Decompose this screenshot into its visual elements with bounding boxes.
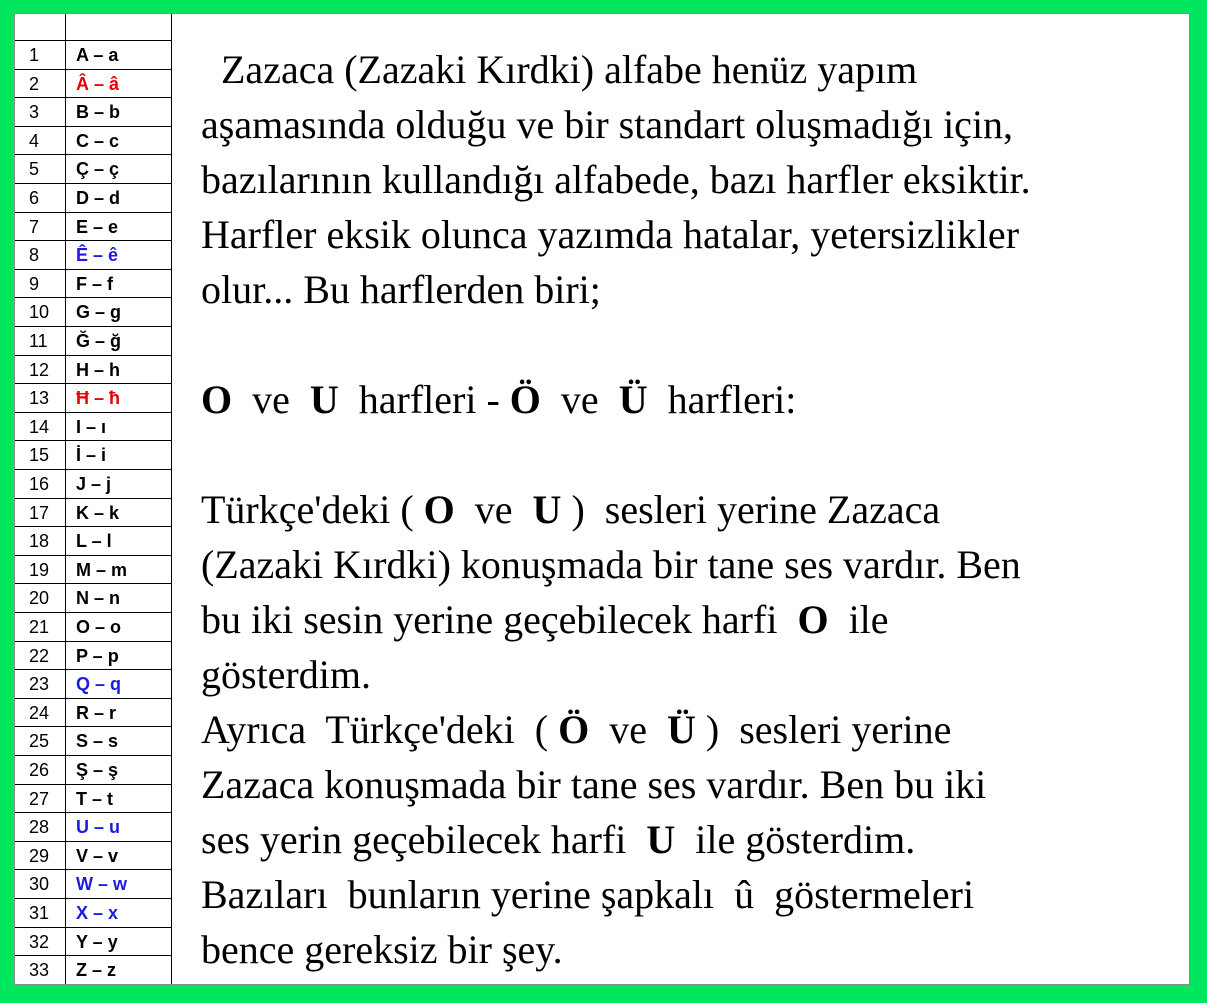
intro-line: Zazaca (Zazaki Kırdki) alfabe henüz yapım	[201, 47, 918, 92]
row-number: 14	[15, 413, 66, 441]
row-letter: R – r	[76, 702, 117, 723]
row-letter: S – s	[76, 731, 119, 752]
table-row	[15, 928, 172, 957]
row-letter: Ş – ş	[76, 760, 119, 780]
row-letter: Q – q	[76, 674, 122, 695]
blank-line	[201, 427, 1181, 482]
row-number: 17	[15, 499, 66, 527]
row-number: 15	[15, 441, 66, 469]
row-letter: T – t	[76, 788, 114, 809]
table-row	[15, 785, 172, 814]
row-number: 4	[15, 127, 66, 155]
row-letter: J – j	[76, 474, 112, 494]
row-letter: O – o	[76, 617, 122, 637]
paragraph-line: bence gereksiz bir şey.	[201, 927, 563, 972]
table-row	[15, 813, 172, 842]
row-letter: F – f	[76, 273, 114, 294]
row-letter: I – ı	[76, 416, 107, 437]
row-number: 28	[15, 813, 66, 841]
row-number: 32	[15, 928, 66, 956]
table-row	[15, 613, 172, 642]
row-letter: Ç – ç	[76, 159, 120, 180]
table-row	[15, 155, 172, 184]
table-row	[15, 70, 172, 99]
row-letter: G – g	[76, 302, 122, 323]
row-letter: C – c	[76, 130, 120, 151]
table-row	[15, 213, 172, 242]
document-sheet	[14, 13, 1190, 985]
table-row	[15, 899, 172, 928]
row-number: 8	[15, 241, 66, 269]
row-letter: H – h	[76, 359, 121, 380]
row-number: 3	[15, 98, 66, 126]
row-number: 21	[15, 613, 66, 641]
row-number: 19	[15, 556, 66, 584]
table-row	[15, 842, 172, 871]
table-row	[15, 413, 172, 442]
row-letter: L – l	[76, 531, 112, 552]
row-letter: Ħ – ħ	[76, 388, 121, 409]
table-row	[15, 699, 172, 728]
row-letter: X – x	[76, 903, 119, 923]
header-num-cell	[15, 14, 66, 40]
paragraph-line: (Zazaki Kırdki) konuşmada bir tane ses vardır. Ben	[201, 542, 1021, 587]
row-number: 24	[15, 699, 66, 727]
table-row	[15, 98, 172, 127]
row-number: 2	[15, 70, 66, 98]
row-number: 9	[15, 270, 66, 298]
row-number: 13	[15, 384, 66, 412]
table-row	[15, 499, 172, 528]
row-number: 33	[15, 956, 66, 984]
row-number: 20	[15, 584, 66, 612]
intro-line: olur... Bu harflerden biri;	[201, 267, 601, 312]
row-letter: U – u	[76, 817, 121, 838]
table-row	[15, 184, 172, 213]
row-number: 10	[15, 298, 66, 326]
table-header-row	[15, 14, 172, 41]
row-number: 5	[15, 155, 66, 183]
row-letter: V – v	[76, 845, 119, 866]
row-letter: Ğ – ğ	[76, 331, 122, 351]
intro-line: bazılarının kullandığı alfabede, bazı harfler eksiktir.	[201, 157, 1031, 202]
row-number: 26	[15, 756, 66, 784]
row-number: 6	[15, 184, 66, 212]
row-letter: M – m	[76, 559, 128, 580]
paragraph-line: bu iki sesin yerine geçebilecek harfi O ile	[201, 597, 889, 642]
row-number: 27	[15, 785, 66, 813]
table-row	[15, 556, 172, 585]
row-letter: E – e	[76, 216, 119, 237]
article-text	[201, 42, 1181, 977]
row-number: 29	[15, 842, 66, 870]
row-letter: K – k	[76, 502, 120, 523]
table-row	[15, 356, 172, 385]
row-number: 12	[15, 356, 66, 384]
blank-line	[201, 317, 1181, 372]
table-row	[15, 756, 172, 785]
table-row	[15, 470, 172, 499]
table-row	[15, 727, 172, 756]
table-row	[15, 870, 172, 899]
intro-line: Harfler eksik olunca yazımda hatalar, yetersizlikler	[201, 212, 1020, 257]
row-number: 25	[15, 727, 66, 755]
table-row	[15, 241, 172, 270]
row-number: 7	[15, 213, 66, 241]
table-row	[15, 298, 172, 327]
intro-line: aşamasında olduğu ve bir standart oluşmadığı için,	[201, 102, 1014, 147]
row-letter: N – n	[76, 588, 121, 609]
row-letter: P – p	[76, 645, 119, 666]
section-heading: O ve U harfleri - Ö ve Ü harfleri:	[201, 377, 797, 422]
paragraph-line: Zazaca konuşmada bir tane ses vardır. Ben bu iki	[201, 762, 987, 807]
row-letter: D – d	[76, 188, 121, 208]
row-number: 16	[15, 470, 66, 498]
row-number: 22	[15, 642, 66, 670]
paragraph-line: Ayrıca Türkçe'deki ( Ö ve Ü ) sesleri yerine	[201, 707, 952, 752]
table-row	[15, 327, 172, 356]
row-number: 11	[15, 327, 66, 355]
table-row	[15, 127, 172, 156]
table-row	[15, 441, 172, 470]
alphabet-table	[15, 14, 172, 985]
row-letter: B – b	[76, 102, 121, 123]
table-row	[15, 584, 172, 613]
paragraph-line: ses yerin geçebilecek harfi U ile gösterdim.	[201, 817, 916, 862]
row-letter: Â – â	[76, 73, 120, 94]
table-row	[15, 670, 172, 699]
table-row	[15, 384, 172, 413]
row-letter: A – a	[76, 45, 119, 65]
row-letter: Ê – ê	[76, 245, 119, 266]
table-row	[15, 41, 172, 70]
table-row	[15, 270, 172, 299]
row-letter: W – w	[76, 874, 128, 895]
row-number: 23	[15, 670, 66, 698]
paragraph-line: gösterdim.	[201, 652, 371, 697]
table-row	[15, 527, 172, 556]
row-number: 1	[15, 41, 66, 69]
row-number: 18	[15, 527, 66, 555]
row-number: 31	[15, 899, 66, 927]
paragraph-line: Bazıları bunların yerine şapkalı û göstermeleri	[201, 872, 975, 917]
row-letter: Z – z	[76, 960, 117, 981]
row-letter: Y – y	[76, 931, 118, 952]
table-row	[15, 642, 172, 671]
table-row	[15, 956, 172, 985]
paragraph-line: Türkçe'deki ( O ve U ) sesleri yerine Zazaca	[201, 487, 941, 532]
row-number: 30	[15, 870, 66, 898]
row-letter: İ – i	[76, 445, 107, 466]
